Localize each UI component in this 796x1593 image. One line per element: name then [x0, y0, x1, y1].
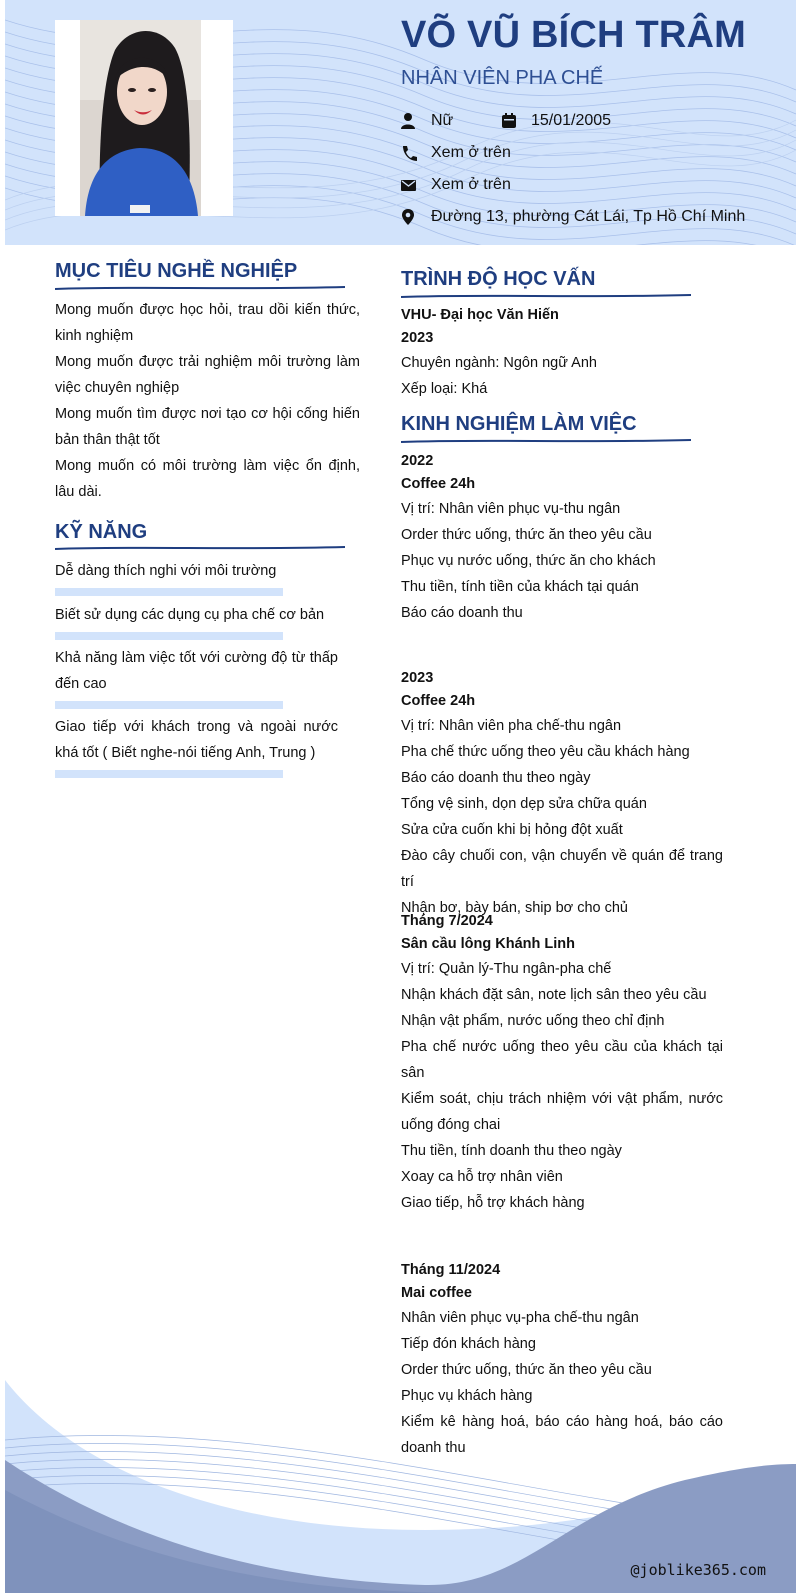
job-line: Báo cáo doanh thu	[401, 605, 523, 621]
education-title: TRÌNH ĐỘ HỌC VẤN	[401, 268, 596, 290]
school-name: VHU- Đại học Văn Hiến	[401, 307, 559, 323]
gender-value: Nữ	[431, 112, 454, 129]
experience-title: KINH NGHIỆM LÀM VIỆC	[401, 413, 637, 435]
address-value: Đường 13, phường Cát Lái, Tp Hồ Chí Minh	[431, 208, 746, 225]
education-underline	[401, 292, 691, 300]
job-line: Sửa cửa cuốn khi bị hỏng đột xuất	[401, 822, 623, 838]
job-line: Nhận khách đặt sân, note lịch sân theo yêu cầu	[401, 987, 707, 1003]
job-line: Phục vụ nước uống, thức ăn cho khách	[401, 553, 656, 569]
job-company: Coffee 24h	[401, 476, 476, 492]
job-line: Phục vụ khách hàng	[401, 1388, 533, 1404]
job-line: Xoay ca hỗ trợ nhân viên	[401, 1169, 563, 1185]
job-line: Nhận vật phẩm, nước uống theo chỉ định	[401, 1013, 665, 1029]
job-line: Vị trí: Nhân viên phục vụ-thu ngân	[401, 501, 621, 517]
job-line: Báo cáo doanh thu theo ngày	[401, 770, 591, 786]
skill-item: Khả năng làm việc tốt với cường độ từ thấp đến cao	[55, 650, 338, 692]
job-line: Vị trí: Nhân viên pha chế-thu ngân	[401, 718, 622, 734]
objective-paragraph: Mong muốn có môi trường làm việc ổn định, lâu dài.	[55, 458, 360, 500]
header-band	[5, 0, 796, 245]
job-company: Sân cầu lông Khánh Linh	[401, 936, 575, 952]
email-value: Xem ở trên	[431, 176, 511, 193]
job-line: Order thức uống, thức ăn theo yêu cầu	[401, 527, 652, 543]
job-company: Mai coffee	[401, 1285, 472, 1301]
job-line: Vị trí: Quản lý-Thu ngân-pha chế	[401, 961, 612, 977]
job-line: Tiếp đón khách hàng	[401, 1336, 536, 1352]
job-line: Giao tiếp, hỗ trợ khách hàng	[401, 1195, 585, 1211]
objective-paragraph: Mong muốn được học hỏi, trau dồi kiến thức, kinh nghiệm	[55, 302, 360, 344]
job-line: Tổng vệ sinh, dọn dẹp sửa chữa quán	[401, 796, 647, 812]
experience-underline	[401, 437, 691, 445]
job-period: 2022	[401, 453, 434, 469]
profile-photo-frame	[55, 20, 233, 216]
education-year: 2023	[401, 330, 434, 346]
objective-paragraph: Mong muốn tìm được nơi tạo cơ hội cống hiến bản thân thật tốt	[55, 406, 360, 448]
job-entry	[401, 910, 723, 1216]
skill-item: Dễ dàng thích nghi với môi trường	[55, 563, 277, 579]
job-line: Thu tiền, tính tiền của khách tại quán	[401, 579, 639, 595]
location-pin-icon	[401, 208, 417, 226]
job-entry	[401, 450, 723, 626]
job-line: Thu tiền, tính doanh thu theo ngày	[401, 1143, 622, 1159]
skill-bar	[55, 632, 283, 640]
skill-bar	[55, 701, 283, 709]
objective-underline	[55, 284, 345, 292]
cv-page	[5, 0, 796, 1593]
job-line: Pha chế nước uống theo yêu cầu của khách tại sân	[401, 1039, 723, 1081]
education-line: Chuyên ngành: Ngôn ngữ Anh	[401, 355, 597, 371]
job-title: NHÂN VIÊN PHA CHẾ	[401, 67, 604, 89]
job-line: Đào cây chuối con, vận chuyển về quán để trang trí	[401, 848, 723, 890]
watermark: @joblike365.com	[630, 1561, 766, 1579]
job-line: Kiểm soát, chịu trách nhiệm với vật phẩm, nước uống đóng chai	[401, 1091, 723, 1133]
education-line: Xếp loại: Khá	[401, 381, 488, 397]
skills-title: KỸ NĂNG	[55, 521, 148, 543]
candidate-name: VÕ VŨ BÍCH TRÂM	[401, 14, 746, 56]
skill-item: Biết sử dụng các dụng cụ pha chế cơ bản	[55, 607, 325, 623]
objective-text	[55, 297, 360, 505]
objective-paragraph: Mong muốn được trải nghiệm môi trường làm việc chuyên nghiệp	[55, 354, 360, 396]
job-line: Pha chế thức uống theo yêu cầu khách hàng	[401, 744, 690, 760]
skills-underline	[55, 544, 345, 552]
email-icon	[401, 176, 417, 194]
user-icon	[401, 112, 417, 130]
job-company: Coffee 24h	[401, 693, 476, 709]
job-line: Kiểm kê hàng hoá, báo cáo hàng hoá, báo cáo doanh thu	[401, 1414, 723, 1456]
phone-value: Xem ở trên	[431, 144, 511, 161]
job-period: Tháng 11/2024	[401, 1262, 501, 1278]
phone-icon	[401, 144, 417, 162]
job-line: Nhân viên phục vụ-pha chế-thu ngân	[401, 1310, 639, 1326]
objective-title: MỤC TIÊU NGHỀ NGHIỆP	[55, 260, 298, 282]
profile-photo	[80, 20, 201, 216]
job-period: 2023	[401, 670, 434, 686]
calendar-icon	[501, 112, 517, 130]
job-entry	[401, 667, 723, 921]
job-line: Order thức uống, thức ăn theo yêu cầu	[401, 1362, 652, 1378]
job-line: Nhận bơ, bày bán, ship bơ cho chủ	[401, 900, 628, 916]
skill-item: Giao tiếp với khách trong và ngoài nước khá tốt ( Biết nghe-nói tiếng Anh, Trung )	[55, 719, 338, 761]
education-block	[401, 304, 723, 402]
birthdate-value: 15/01/2005	[531, 112, 612, 129]
skill-bar	[55, 588, 283, 596]
job-period: Tháng 7/2024	[401, 913, 493, 929]
skill-bar	[55, 770, 283, 778]
